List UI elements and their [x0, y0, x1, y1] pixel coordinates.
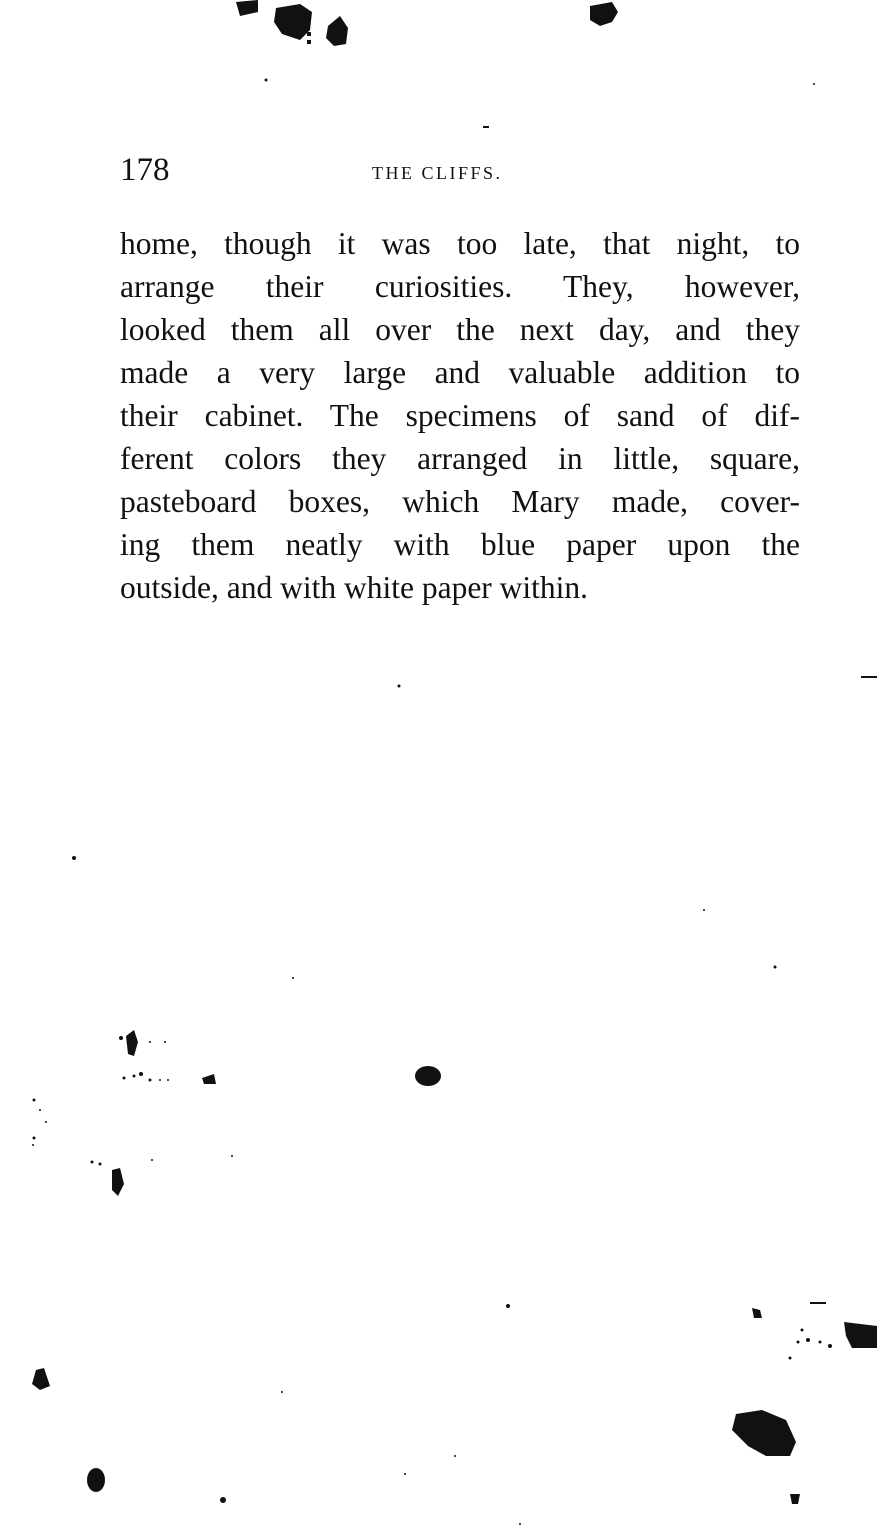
- ink-speck: [72, 856, 76, 860]
- ink-speck: [307, 40, 311, 44]
- ink-speck: [231, 1155, 233, 1157]
- ink-speck: [819, 1341, 822, 1344]
- ink-speck: [167, 1079, 169, 1081]
- ink-speck: [483, 126, 489, 128]
- ink-speck: [139, 1072, 143, 1076]
- ink-speck: [404, 1473, 406, 1475]
- ink-speck: [39, 1109, 41, 1111]
- page-number: 178: [120, 152, 170, 188]
- ink-speck: [45, 1121, 47, 1123]
- text-line: their cabinet. The specimens of sand of dif-: [120, 398, 800, 433]
- ink-speck: [99, 1163, 102, 1166]
- ink-blot: [844, 1322, 877, 1348]
- running-title: THE CLIFFS.: [372, 163, 503, 183]
- text-line: arrange their curiosities. They, however,: [120, 269, 800, 304]
- text-line: home, though it was too late, that night, to: [120, 226, 800, 261]
- ink-speck: [281, 1391, 283, 1393]
- ink-blot: [112, 1168, 124, 1196]
- ink-speck: [220, 1497, 226, 1503]
- ink-speck: [119, 1036, 123, 1040]
- ink-speck: [861, 676, 877, 678]
- ink-speck: [32, 1144, 34, 1146]
- ink-speck: [506, 1304, 510, 1308]
- ink-speck: [806, 1338, 810, 1342]
- text-line: looked them all over the next day, and they: [120, 312, 800, 347]
- text-line: outside, and with white paper within.: [120, 570, 589, 605]
- body-paragraph: [120, 222, 800, 609]
- ink-speck: [123, 1077, 126, 1080]
- ink-speck: [159, 1079, 161, 1081]
- ink-speck: [774, 966, 777, 969]
- ink-blot: [126, 1030, 138, 1056]
- ink-blot: [87, 1468, 105, 1492]
- text-line: ferent colors they arranged in little, square,: [120, 441, 800, 476]
- ink-speck: [519, 1523, 521, 1525]
- ink-speck: [33, 1099, 36, 1102]
- ink-speck: [149, 1041, 151, 1043]
- ink-speck: [810, 1302, 826, 1304]
- ink-speck: [307, 32, 311, 36]
- ink-speck: [398, 685, 401, 688]
- ink-speck: [292, 977, 294, 979]
- page-header: [120, 150, 800, 194]
- ink-speck: [703, 909, 705, 911]
- ink-speck: [33, 1137, 36, 1140]
- ink-speck: [151, 1159, 153, 1161]
- ink-speck: [797, 1341, 800, 1344]
- ink-speck: [164, 1041, 166, 1043]
- ink-speck: [801, 1329, 804, 1332]
- ink-speck: [828, 1344, 832, 1348]
- text-line: ing them neatly with blue paper upon the: [120, 527, 800, 562]
- ink-speck: [133, 1075, 136, 1078]
- ink-speck: [91, 1161, 94, 1164]
- text-line: made a very large and valuable addition to: [120, 355, 800, 390]
- ink-speck: [265, 79, 268, 82]
- ink-blot: [790, 1494, 800, 1504]
- ink-blot: [415, 1066, 441, 1086]
- ink-speck: [813, 83, 815, 85]
- ink-blot: [202, 1074, 216, 1084]
- ink-blot: [326, 16, 348, 46]
- ink-speck: [454, 1455, 456, 1457]
- ink-blot: [752, 1308, 762, 1318]
- ink-blot: [32, 1368, 50, 1390]
- ink-blot: [274, 4, 312, 40]
- text-line: pasteboard boxes, which Mary made, cover-: [120, 484, 800, 519]
- ink-blot: [732, 1410, 796, 1456]
- ink-speck: [149, 1079, 152, 1082]
- ink-blot: [236, 0, 258, 16]
- ink-blot: [590, 2, 618, 26]
- ink-speck: [789, 1357, 792, 1360]
